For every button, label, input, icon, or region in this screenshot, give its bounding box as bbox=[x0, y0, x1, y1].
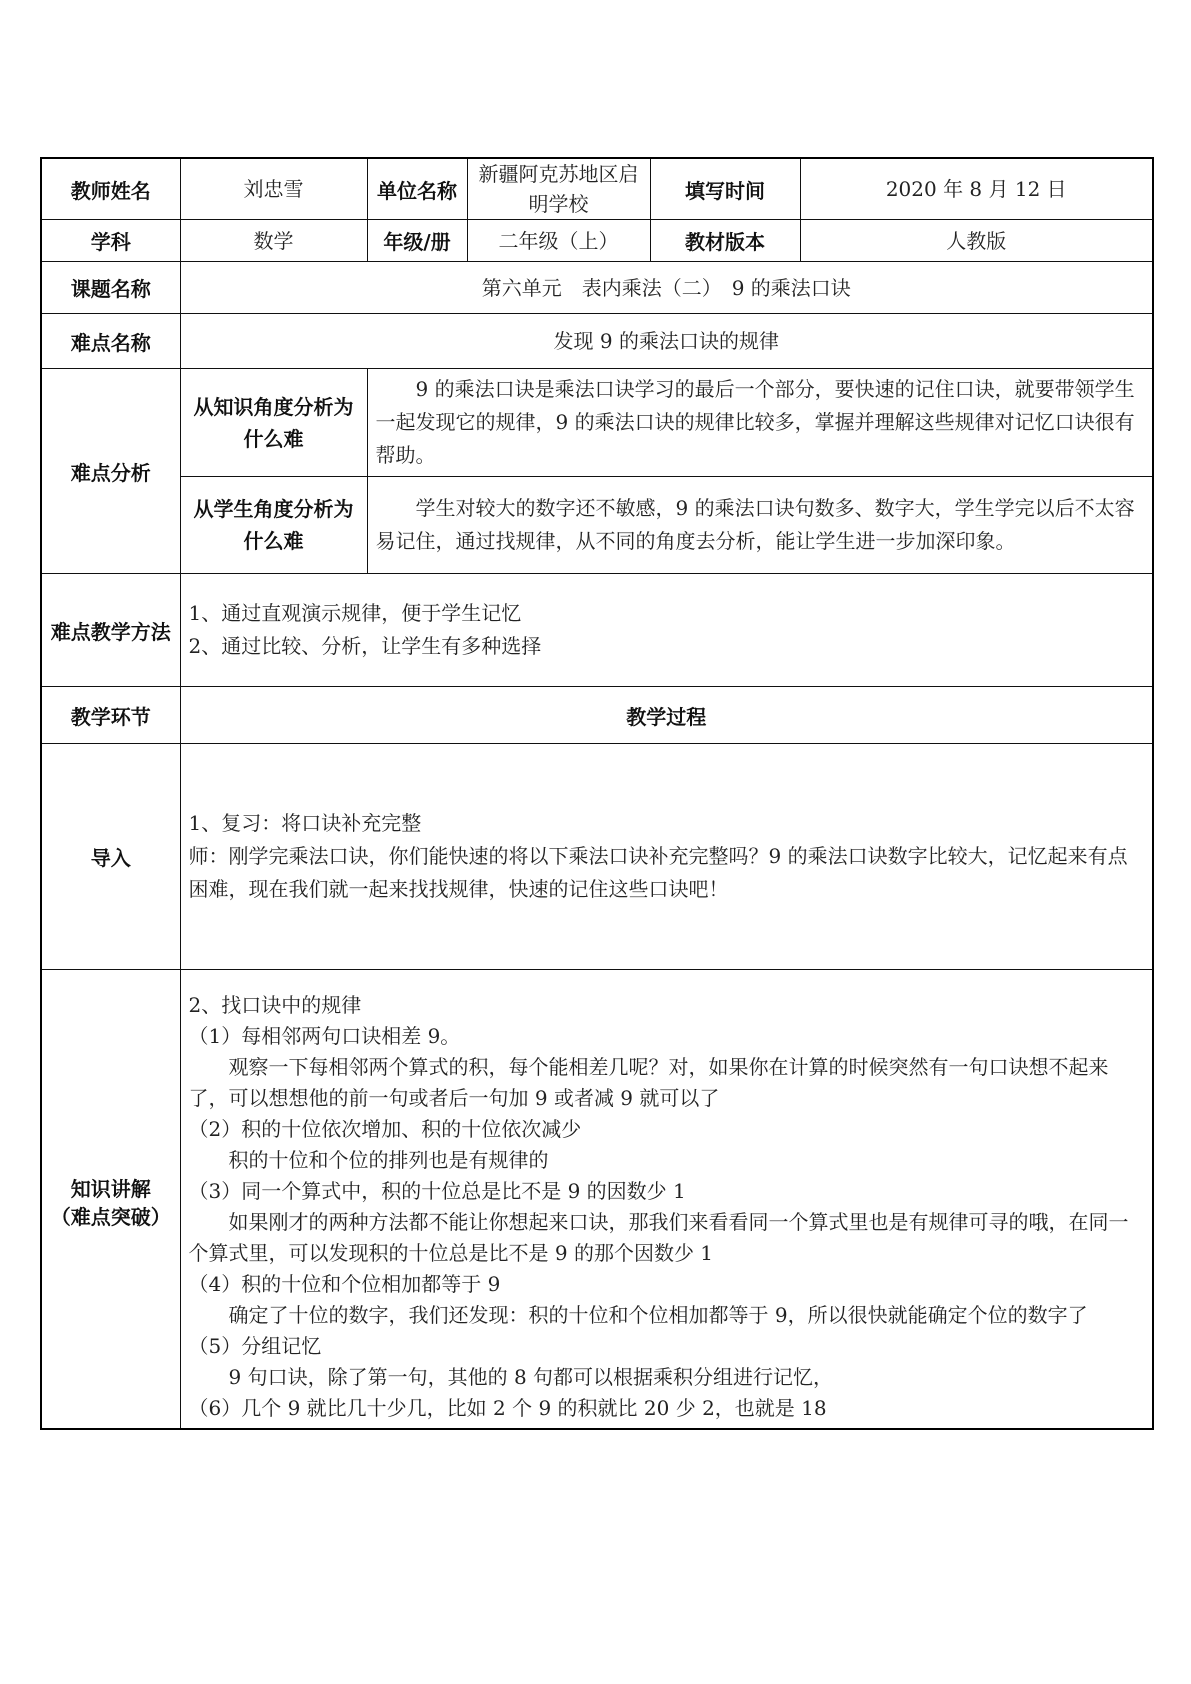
knowledge-content bbox=[180, 970, 1153, 1430]
knowledge-line: （6）几个 9 就比几十少几，比如 2 个 9 的积就比 20 少 2，也就是 18 bbox=[188, 1396, 827, 1420]
knowledge-line: （4）积的十位和个位相加都等于 9 bbox=[188, 1272, 501, 1296]
subject-value: 数学 bbox=[180, 220, 367, 262]
row-analysis-student bbox=[41, 477, 1153, 574]
knowledge-label-line2: （难点突破） bbox=[50, 1205, 171, 1229]
knowledge-line: 观察一下每相邻两个算式的积，每个能相差几呢？对，如果你在计算的时候突然有一句口诀想不起来了，可以想想他的前一句或者后一句加 9 或者减 9 就可以了 bbox=[188, 1055, 1109, 1110]
grade-label: 年级/册 bbox=[367, 220, 467, 262]
process-header: 教学过程 bbox=[180, 687, 1153, 744]
knowledge-line: 积的十位和个位的排列也是有规律的 bbox=[228, 1148, 549, 1172]
edition-value: 人教版 bbox=[800, 220, 1153, 262]
student-angle-text bbox=[367, 477, 1153, 574]
fill-date-label: 填写时间 bbox=[650, 158, 800, 220]
row-topic bbox=[41, 262, 1153, 314]
knowledge-line: 如果刚才的两种方法都不能让你想起来口诀，那我们来看看同一个算式里也是有规律可寻的哦，在同一个算式里，可以发现积的十位总是比不是 9 的那个因数少 1 bbox=[188, 1210, 1129, 1265]
school-value: 新疆阿克苏地区启明学校 bbox=[467, 158, 650, 220]
teacher-name-label: 教师姓名 bbox=[41, 158, 180, 220]
student-angle-paragraph: 学生对较大的数字还不敏感，9 的乘法口诀句数多、数字大，学生学完以后不太容易记住，通过找规律，从不同的角度去分析，能让学生进一步加深印象。 bbox=[375, 496, 1135, 553]
fill-date-value: 2020 年 8 月 12 日 bbox=[800, 158, 1153, 220]
knowledge-line: （1）每相邻两句口诀相差 9。 bbox=[188, 1024, 461, 1048]
methods-content bbox=[180, 574, 1153, 687]
lesson-plan-table bbox=[40, 157, 1154, 1430]
knowledge-line: 确定了十位的数字，我们还发现：积的十位和个位相加都等于 9，所以很快就能确定个位的数字了 bbox=[228, 1303, 1088, 1327]
row-knowledge bbox=[41, 970, 1153, 1430]
knowledge-angle-label: 从知识角度分析为什么难 bbox=[180, 369, 367, 477]
intro-content bbox=[180, 744, 1153, 970]
knowledge-label-line1: 知识讲解 bbox=[70, 1177, 151, 1201]
method-item: 1、通过直观演示规律，便于学生记忆 bbox=[188, 601, 522, 625]
row-process-header bbox=[41, 687, 1153, 744]
grade-value: 二年级（上） bbox=[467, 220, 650, 262]
knowledge-line: （2）积的十位依次增加、积的十位依次减少 bbox=[188, 1117, 582, 1141]
difficulty-label: 难点名称 bbox=[41, 314, 180, 369]
methods-label: 难点教学方法 bbox=[41, 574, 180, 687]
method-item: 2、通过比较、分析，让学生有多种选择 bbox=[188, 634, 542, 658]
row-difficulty bbox=[41, 314, 1153, 369]
stage-header: 教学环节 bbox=[41, 687, 180, 744]
school-label: 单位名称 bbox=[367, 158, 467, 220]
intro-line: 1、复习：将口诀补充完整 bbox=[188, 811, 422, 835]
intro-line: 师：刚学完乘法口诀，你们能快速的将以下乘法口诀补充完整吗？9 的乘法口诀数字比较大，记忆起来有点困难，现在我们就一起来找找规律，快速的记住这些口诀吧！ bbox=[188, 844, 1128, 901]
student-angle-label: 从学生角度分析为什么难 bbox=[180, 477, 367, 574]
row-methods bbox=[41, 574, 1153, 687]
knowledge-angle-text bbox=[367, 369, 1153, 477]
teacher-name-value: 刘忠雪 bbox=[180, 158, 367, 220]
topic-label: 课题名称 bbox=[41, 262, 180, 314]
row-subject-info bbox=[41, 220, 1153, 262]
knowledge-line: （5）分组记忆 bbox=[188, 1334, 322, 1358]
knowledge-label bbox=[41, 970, 180, 1430]
knowledge-line: 2、找口诀中的规律 bbox=[188, 993, 362, 1017]
row-analysis-knowledge bbox=[41, 369, 1153, 477]
subject-label: 学科 bbox=[41, 220, 180, 262]
knowledge-line: 9 句口诀，除了第一句，其他的 8 句都可以根据乘积分组进行记忆， bbox=[228, 1365, 834, 1389]
topic-value: 第六单元 表内乘法（二） 9 的乘法口诀 bbox=[180, 262, 1153, 314]
difficulty-value: 发现 9 的乘法口诀的规律 bbox=[180, 314, 1153, 369]
row-teacher-info bbox=[41, 158, 1153, 220]
knowledge-angle-paragraph: 9 的乘法口诀是乘法口诀学习的最后一个部分，要快速的记住口诀，就要带领学生一起发现它的规律，9 的乘法口诀的规律比较多，掌握并理解这些规律对记忆口诀很有帮助。 bbox=[375, 377, 1135, 467]
intro-label: 导入 bbox=[41, 744, 180, 970]
edition-label: 教材版本 bbox=[650, 220, 800, 262]
knowledge-line: （3）同一个算式中，积的十位总是比不是 9 的因数少 1 bbox=[188, 1179, 686, 1203]
analysis-label: 难点分析 bbox=[41, 369, 180, 574]
row-intro bbox=[41, 744, 1153, 970]
